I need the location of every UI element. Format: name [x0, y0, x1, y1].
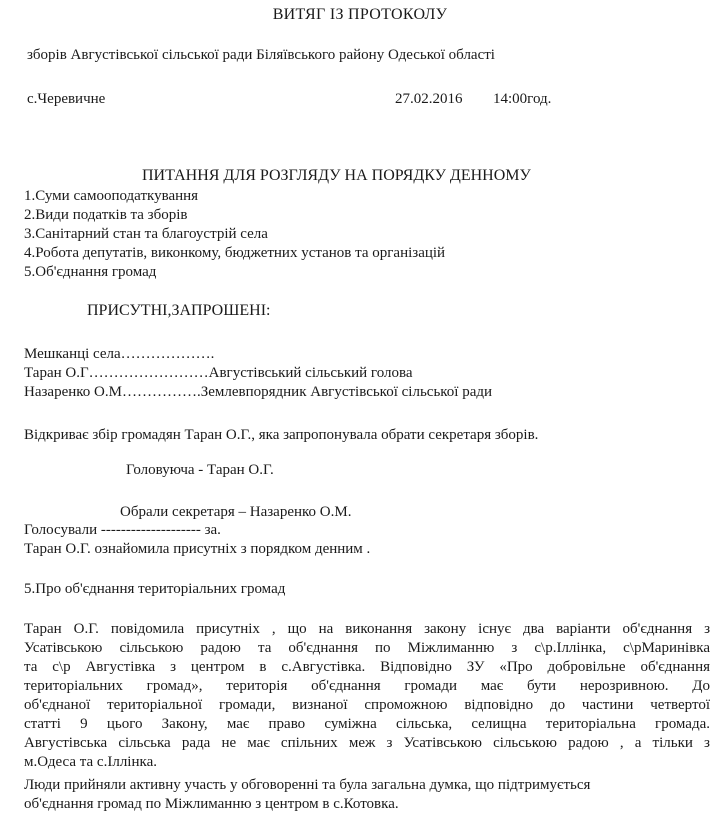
paragraph-line: м.Одеса та с.Іллінка.	[24, 754, 157, 770]
agenda-item: 2.Види податків та зборів	[24, 207, 188, 223]
document-subtitle: зборів Августівської сільської ради Біляївського району Одеської області	[27, 47, 495, 63]
vote-line: Голосували -------------------- за.	[24, 522, 221, 538]
agenda-item: 4.Робота депутатів, виконкому, бюджетних установ та організацій	[24, 245, 446, 261]
document-title: ВИТЯГ ІЗ ПРОТОКОЛУ	[272, 6, 448, 23]
agenda-intro-line: Таран О.Г. ознайомила присутніх з порядком денним .	[24, 541, 371, 557]
chairperson-line: Головуюча - Таран О.Г.	[126, 462, 274, 478]
paragraph-line: об'єднання громад по Міжлиманню з центром в с.Котовка.	[24, 796, 399, 812]
attendees-heading: ПРИСУТНІ,ЗАПРОШЕНІ:	[87, 302, 271, 319]
section5-heading: 5.Про об'єднання територіальних громад	[24, 581, 286, 597]
attendee-line: Назаренко О.М…………….Землевпорядник Августівської сільської ради	[24, 384, 493, 400]
paragraph-line: Люди прийняли активну участь у обговоренні та була загальна думка, що підтримується	[24, 777, 591, 793]
paragraph-line: Августівська сільська рада не має спільних меж з Усатівською сільською радою , а тільки з	[24, 735, 710, 751]
agenda-item: 5.Об'єднання громад	[24, 264, 157, 280]
secretary-line: Обрали секретаря – Назаренко О.М.	[120, 504, 352, 520]
meeting-time: 14:00год.	[493, 91, 552, 107]
agenda-heading: ПИТАННЯ ДЛЯ РОЗГЛЯДУ НА ПОРЯДКУ ДЕННОМУ	[142, 167, 531, 184]
paragraph-line: та с\р Августівка з центром в с.Августівка. Відповідно ЗУ «Про добровільне об'єднання	[24, 659, 710, 675]
attendee-line: Таран О.Г……………………Августівський сільський голова	[24, 365, 413, 381]
opening-statement: Відкриває збір громадян Таран О.Г., яка запропонувала обрати секретаря зборів.	[24, 427, 539, 443]
paragraph-line: Таран О.Г. повідомила присутніх , що на виконання закону існує два варіанти об'єднання з	[24, 621, 710, 637]
agenda-item: 1.Суми самооподаткування	[24, 188, 199, 204]
agenda-item: 3.Санітарний стан та благоустрій села	[24, 226, 268, 242]
paragraph-line: Усатівською сільською радою та об'єднання по Міжлиманню з с\р.Іллінка, с\рМаринівка	[24, 640, 710, 656]
paragraph-line: об'єднаної територіальної громади, визнаної спроможною відповідно до частини четвертої	[24, 697, 710, 713]
meeting-date: 27.02.2016	[395, 91, 463, 107]
meeting-place: с.Черевичне	[27, 91, 106, 107]
paragraph-line: територіальних громад», територія об'єднання громади має бути нерозривною. До	[24, 678, 710, 694]
attendee-line: Мешканці села……………….	[24, 346, 215, 362]
paragraph-line: статті 9 цього Закону, має право суміжна сільська, селищна територіальна громада.	[24, 716, 710, 732]
